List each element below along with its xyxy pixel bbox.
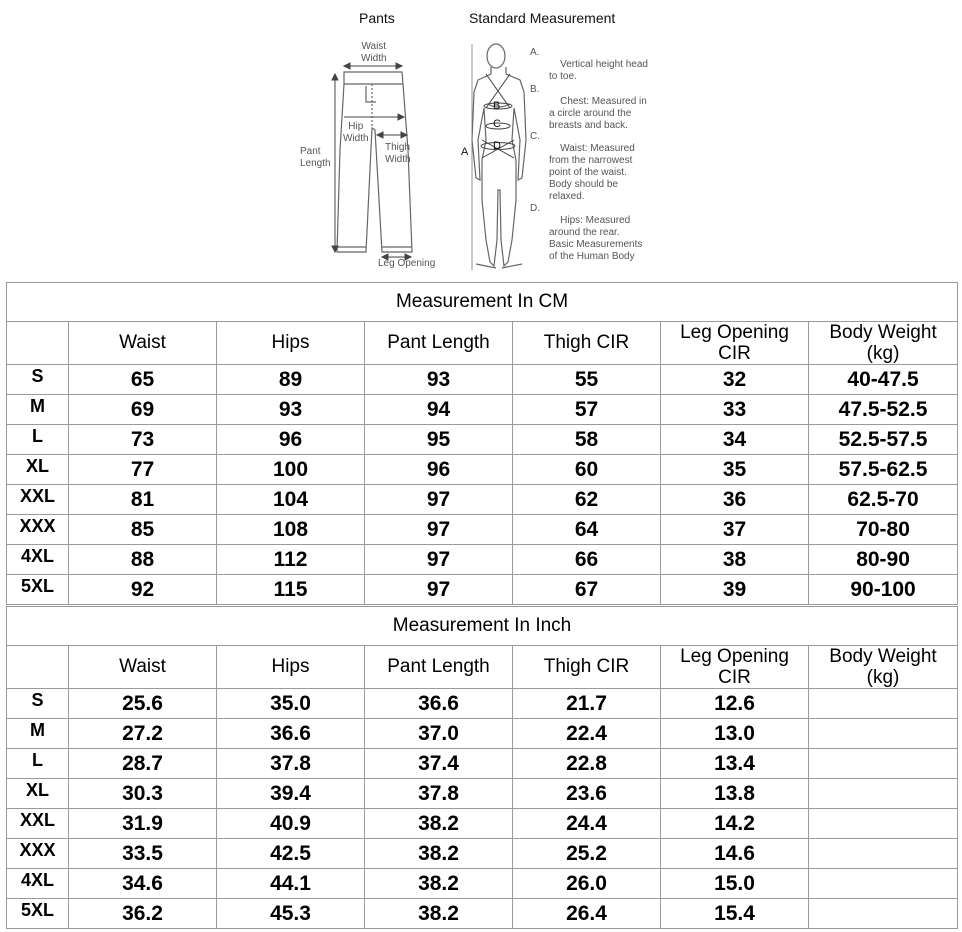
measurement-cell: 14.6 — [661, 839, 809, 869]
measurement-cell: 38.2 — [365, 809, 513, 839]
pants-and-body-drawing — [0, 0, 962, 280]
column-header: Thigh CIR — [513, 646, 661, 689]
pant-length-label: Pant Length — [300, 146, 331, 169]
inch-table-body — [7, 607, 958, 929]
measurement-cell: 27.2 — [69, 719, 217, 749]
size-label-text: 4XL — [20, 870, 54, 890]
size-label-text: 5XL — [20, 576, 54, 596]
column-header: Pant Length — [365, 646, 513, 689]
table-row — [7, 809, 958, 839]
size-label-text: XXL — [19, 810, 55, 830]
measurement-cell: 96 — [217, 425, 365, 455]
measurement-cell: 13.0 — [661, 719, 809, 749]
measurement-cell: 28.7 — [69, 749, 217, 779]
column-header: Body Weight (kg) — [809, 322, 958, 365]
measurement-cell — [809, 779, 958, 809]
measurement-cell: 108 — [217, 515, 365, 545]
measurement-cell: 37.8 — [365, 779, 513, 809]
measurement-cell: 38.2 — [365, 899, 513, 929]
measurement-cell: 37.4 — [365, 749, 513, 779]
measurement-cell: 97 — [365, 485, 513, 515]
column-header — [7, 322, 69, 365]
column-header: Thigh CIR — [513, 322, 661, 365]
measurement-cell — [809, 719, 958, 749]
measurement-cell: 25.2 — [513, 839, 661, 869]
table-row — [7, 869, 958, 899]
measurement-cell: 38.2 — [365, 839, 513, 869]
note-d-text: Hips: Measured around the rear. Basic Measurements of the Human Body — [549, 215, 643, 262]
size-label — [7, 545, 69, 575]
table-row — [7, 689, 958, 719]
measurement-cell: 34.6 — [69, 869, 217, 899]
table-row — [7, 485, 958, 515]
measurement-cell: 85 — [69, 515, 217, 545]
table-row — [7, 395, 958, 425]
measurement-cell: 93 — [365, 365, 513, 395]
measurement-cell: 36.6 — [217, 719, 365, 749]
measurement-cell: 45.3 — [217, 899, 365, 929]
measurement-cell: 100 — [217, 455, 365, 485]
table-caption: Measurement In CM — [7, 283, 958, 322]
inch-size-table — [6, 606, 958, 929]
measurement-cell: 89 — [217, 365, 365, 395]
measurement-cell: 33.5 — [69, 839, 217, 869]
note-d-key: D. — [530, 203, 540, 214]
leg-opening-label: Leg Opening — [378, 258, 436, 269]
table-row — [7, 425, 958, 455]
column-header: Body Weight (kg) — [809, 646, 958, 689]
size-label-text: M — [30, 396, 45, 416]
measurement-cell: 81 — [69, 485, 217, 515]
body-marker-d: D — [493, 140, 501, 152]
measurement-cell: 12.6 — [661, 689, 809, 719]
measurement-cell: 55 — [513, 365, 661, 395]
measurement-cell: 77 — [69, 455, 217, 485]
measurement-cell: 97 — [365, 575, 513, 605]
note-a-key: A. — [530, 47, 540, 58]
measurement-cell: 23.6 — [513, 779, 661, 809]
measurement-cell: 34 — [661, 425, 809, 455]
measurement-cell — [809, 749, 958, 779]
measurement-cell: 58 — [513, 425, 661, 455]
size-label — [7, 809, 69, 839]
size-label-text: S — [31, 366, 44, 386]
measurement-cell — [809, 809, 958, 839]
size-label-text: XXX — [19, 840, 56, 860]
measurement-cell: 104 — [217, 485, 365, 515]
measurement-illustration — [0, 0, 962, 280]
measurement-cell: 21.7 — [513, 689, 661, 719]
size-label-text: L — [32, 750, 43, 770]
size-label — [7, 575, 69, 605]
size-label-text: S — [31, 690, 44, 710]
table-header-row — [7, 646, 958, 689]
table-row — [7, 899, 958, 929]
measurement-cell: 39.4 — [217, 779, 365, 809]
note-b-text: Chest: Measured in a circle around the breasts and back. — [549, 96, 647, 131]
measurement-cell: 31.9 — [69, 809, 217, 839]
size-label — [7, 839, 69, 869]
size-label — [7, 515, 69, 545]
measurement-cell: 80-90 — [809, 545, 958, 575]
body-marker-b: B — [493, 100, 501, 112]
measurement-cell: 69 — [69, 395, 217, 425]
measurement-cell: 24.4 — [513, 809, 661, 839]
column-header: Waist — [69, 646, 217, 689]
measurement-cell: 57.5-62.5 — [809, 455, 958, 485]
size-label — [7, 779, 69, 809]
column-header: Waist — [69, 322, 217, 365]
note-c-key: C. — [530, 131, 540, 142]
measurement-cell: 44.1 — [217, 869, 365, 899]
measurement-cell: 115 — [217, 575, 365, 605]
size-label-text: L — [32, 426, 43, 446]
measurement-cell: 57 — [513, 395, 661, 425]
size-label — [7, 395, 69, 425]
size-label-text: XL — [25, 456, 49, 476]
measurement-cell: 32 — [661, 365, 809, 395]
measurement-cell: 26.0 — [513, 869, 661, 899]
body-silhouette — [472, 44, 526, 268]
table-header-row — [7, 322, 958, 365]
size-label — [7, 455, 69, 485]
measurement-cell: 97 — [365, 545, 513, 575]
measurement-cell: 22.8 — [513, 749, 661, 779]
size-label — [7, 689, 69, 719]
measurement-cell — [809, 689, 958, 719]
measurement-cell: 95 — [365, 425, 513, 455]
table-row — [7, 575, 958, 605]
measurement-cell — [809, 839, 958, 869]
column-header: Pant Length — [365, 322, 513, 365]
measurement-cell: 30.3 — [69, 779, 217, 809]
measurement-cell: 22.4 — [513, 719, 661, 749]
measurement-cell: 92 — [69, 575, 217, 605]
measurement-cell: 65 — [69, 365, 217, 395]
hip-width-label: Hip Width — [343, 121, 369, 144]
measurement-cell: 62.5-70 — [809, 485, 958, 515]
measurement-cell: 33 — [661, 395, 809, 425]
measurement-cell: 36.2 — [69, 899, 217, 929]
measurement-cell: 35.0 — [217, 689, 365, 719]
note-d — [530, 203, 643, 275]
note-c-text: Waist: Measured from the narrowest point of the waist. Body should be relaxed. — [549, 143, 635, 202]
measurement-cell: 67 — [513, 575, 661, 605]
measurement-cell: 47.5-52.5 — [809, 395, 958, 425]
size-label — [7, 425, 69, 455]
table-row — [7, 455, 958, 485]
size-label — [7, 749, 69, 779]
cm-size-table — [6, 282, 958, 605]
table-row — [7, 779, 958, 809]
measurement-cell: 39 — [661, 575, 809, 605]
measurement-cell: 40-47.5 — [809, 365, 958, 395]
measurement-cell: 94 — [365, 395, 513, 425]
note-b-key: B. — [530, 84, 540, 95]
note-a-text: Vertical height head to toe. — [549, 59, 648, 82]
measurement-cell: 60 — [513, 455, 661, 485]
measurement-cell — [809, 899, 958, 929]
cm-table-body — [7, 283, 958, 605]
measurement-cell: 40.9 — [217, 809, 365, 839]
measurement-cell: 38.2 — [365, 869, 513, 899]
size-label-text: XXL — [19, 486, 55, 506]
measurement-cell: 42.5 — [217, 839, 365, 869]
measurement-cell: 97 — [365, 515, 513, 545]
thigh-width-label: Thigh Width — [385, 142, 411, 165]
measurement-cell: 36.6 — [365, 689, 513, 719]
measurement-cell: 112 — [217, 545, 365, 575]
measurement-cell: 38 — [661, 545, 809, 575]
measurement-cell: 14.2 — [661, 809, 809, 839]
table-row — [7, 719, 958, 749]
table-row — [7, 839, 958, 869]
measurement-cell: 26.4 — [513, 899, 661, 929]
measurement-cell: 73 — [69, 425, 217, 455]
measurement-cell: 96 — [365, 455, 513, 485]
size-label-text: XXX — [19, 516, 56, 536]
table-row — [7, 749, 958, 779]
table-caption: Measurement In Inch — [7, 607, 958, 646]
body-title: Standard Measurement — [469, 10, 616, 26]
column-header: Leg Opening CIR — [661, 322, 809, 365]
size-label-text: XL — [25, 780, 49, 800]
column-header: Leg Opening CIR — [661, 646, 809, 689]
table-row — [7, 515, 958, 545]
measurement-cell: 70-80 — [809, 515, 958, 545]
measurement-cell: 35 — [661, 455, 809, 485]
waist-width-label: Waist Width — [361, 41, 387, 64]
measurement-cell: 13.8 — [661, 779, 809, 809]
pants-title: Pants — [359, 10, 395, 26]
size-label — [7, 869, 69, 899]
size-label-text: M — [30, 720, 45, 740]
measurement-cell: 90-100 — [809, 575, 958, 605]
size-label — [7, 899, 69, 929]
measurement-cell: 88 — [69, 545, 217, 575]
column-header — [7, 646, 69, 689]
body-marker-a: A — [461, 146, 469, 158]
size-label — [7, 485, 69, 515]
table-row — [7, 545, 958, 575]
size-label-text: 4XL — [20, 546, 54, 566]
measurement-cell: 15.0 — [661, 869, 809, 899]
measurement-cell — [809, 869, 958, 899]
measurement-cell: 25.6 — [69, 689, 217, 719]
body-marker-c: C — [493, 118, 501, 130]
measurement-cell: 36 — [661, 485, 809, 515]
measurement-cell: 62 — [513, 485, 661, 515]
measurement-cell: 37 — [661, 515, 809, 545]
measurement-cell: 52.5-57.5 — [809, 425, 958, 455]
measurement-cell: 37.0 — [365, 719, 513, 749]
size-label — [7, 365, 69, 395]
measurement-cell: 37.8 — [217, 749, 365, 779]
size-label — [7, 719, 69, 749]
measurement-cell: 66 — [513, 545, 661, 575]
column-header: Hips — [217, 646, 365, 689]
size-label-text: 5XL — [20, 900, 54, 920]
column-header: Hips — [217, 322, 365, 365]
table-row — [7, 365, 958, 395]
measurement-cell: 93 — [217, 395, 365, 425]
measurement-cell: 13.4 — [661, 749, 809, 779]
measurement-cell: 64 — [513, 515, 661, 545]
measurement-cell: 15.4 — [661, 899, 809, 929]
